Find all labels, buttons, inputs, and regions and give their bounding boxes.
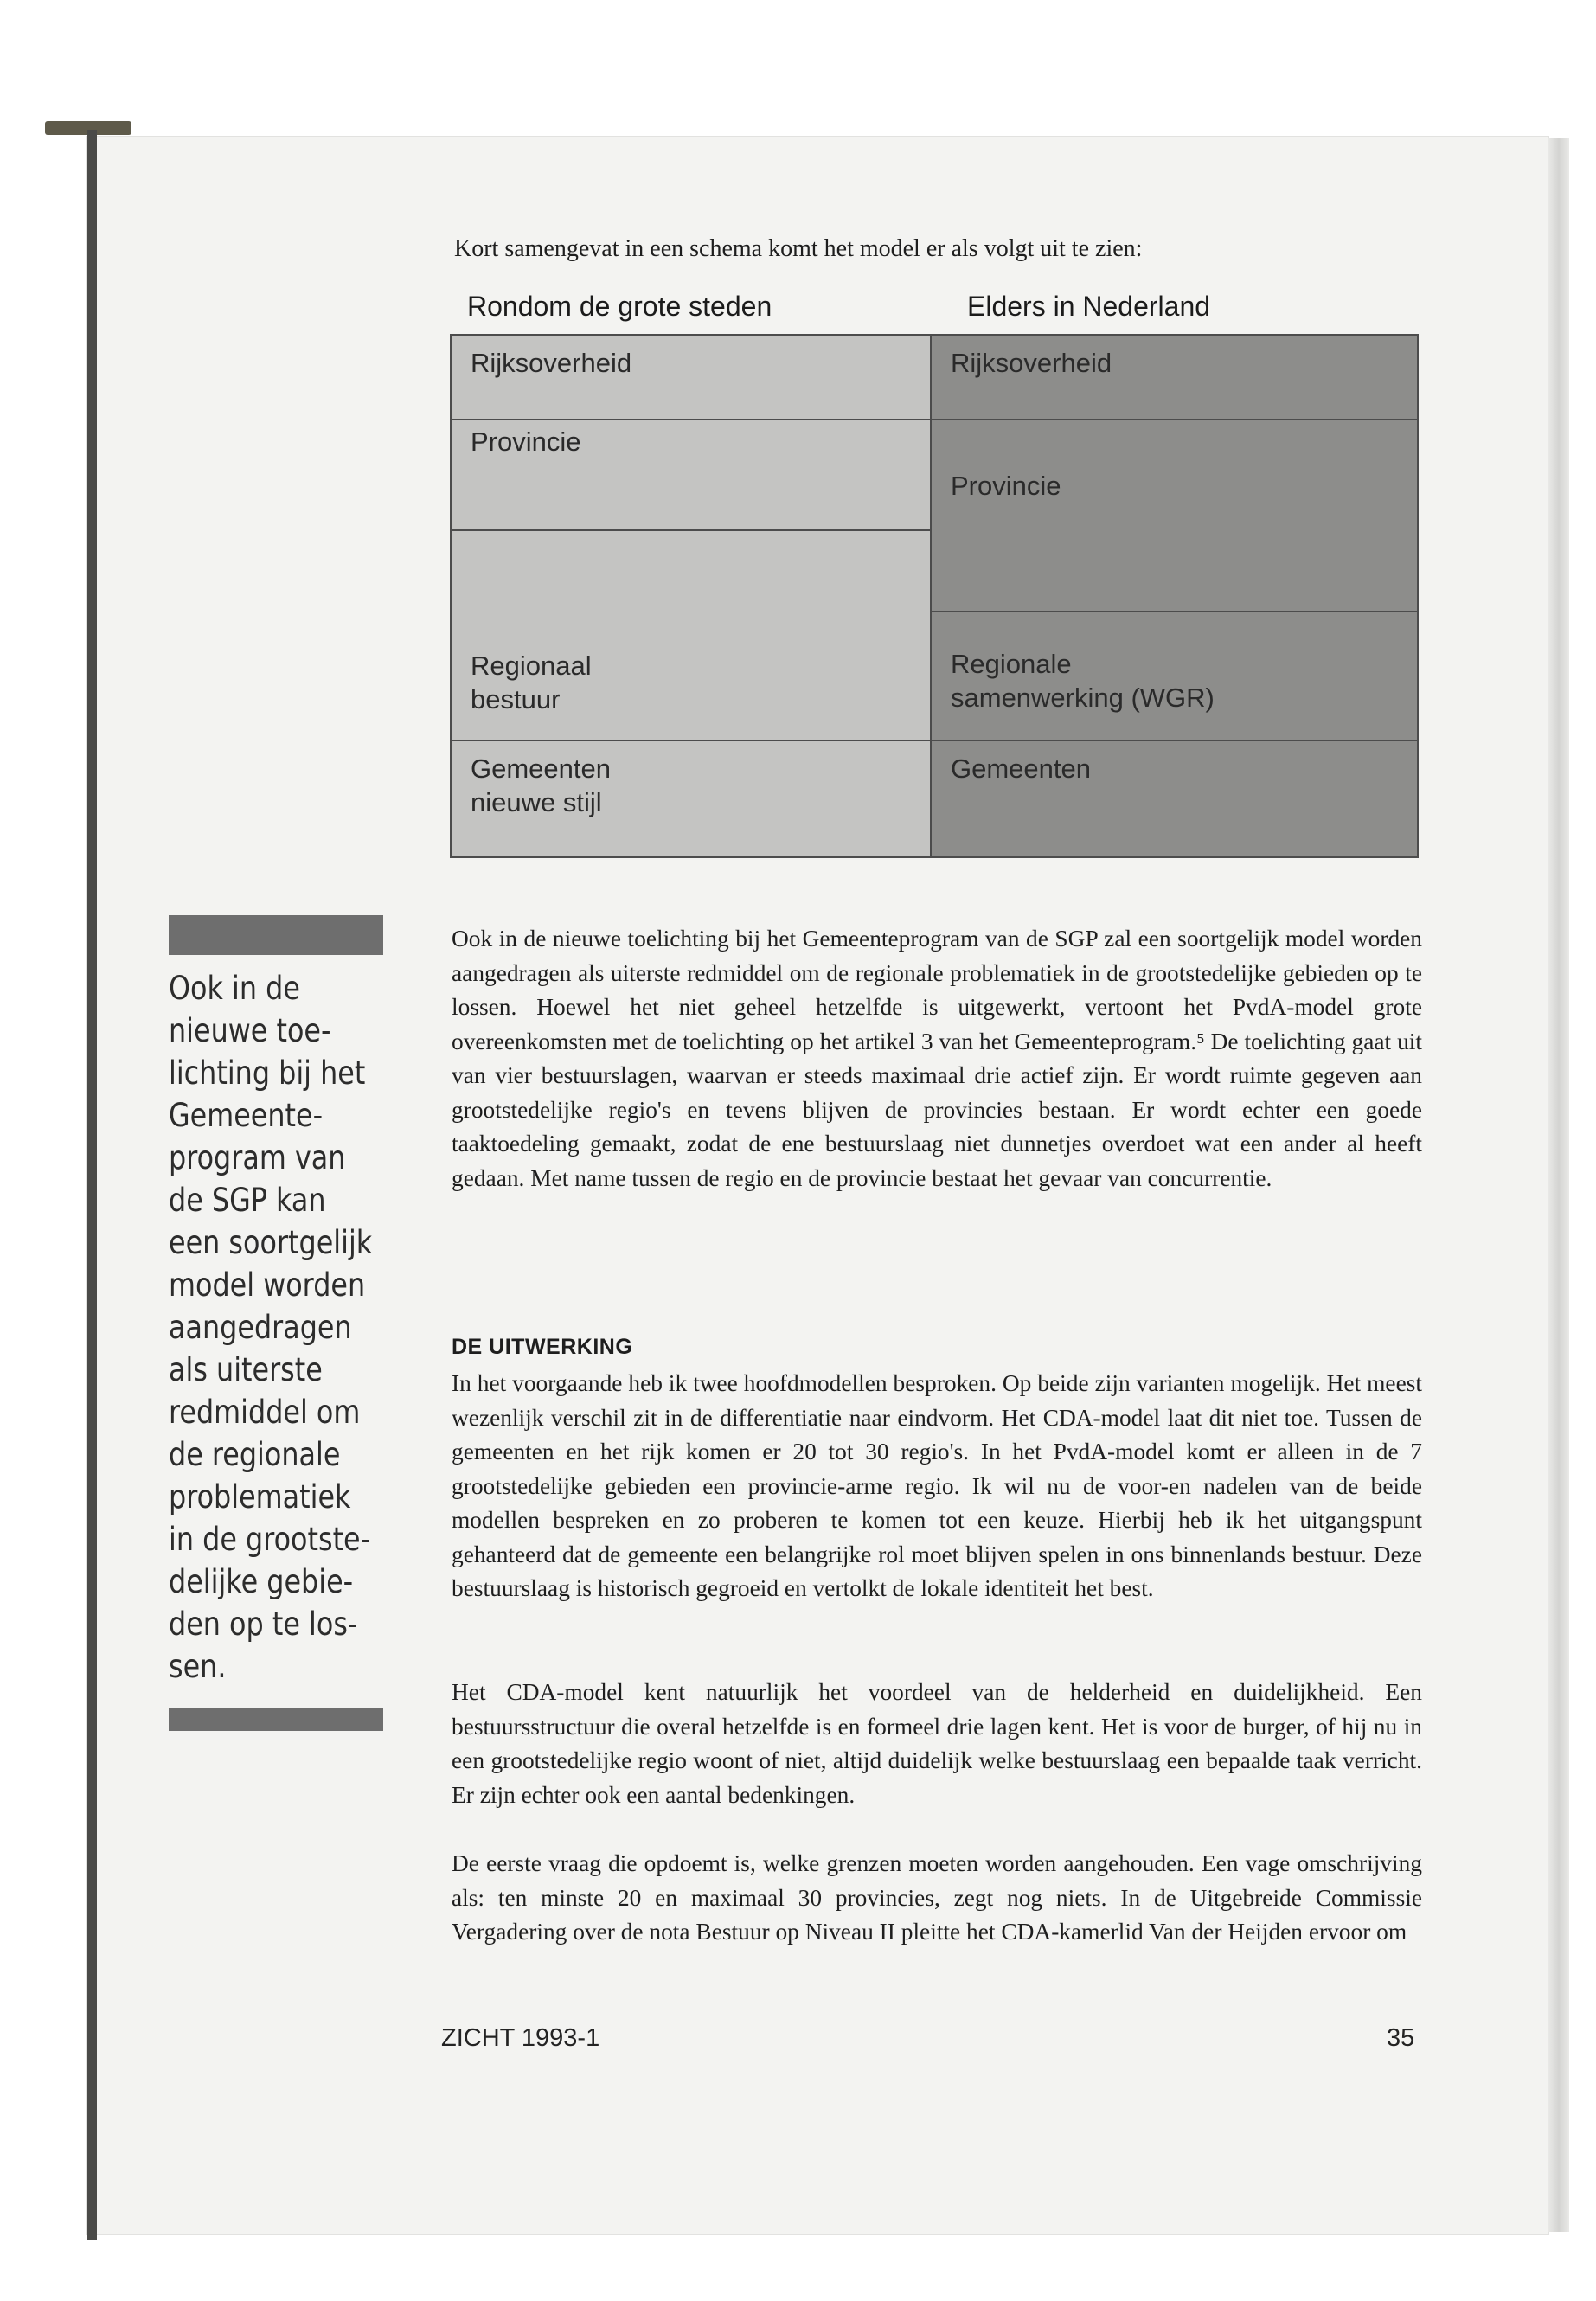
left-regionaal-box: [450, 529, 932, 741]
left-gemeenten-label-1: Gemeenten: [471, 753, 611, 784]
left-regionaal-label-2: bestuur: [471, 684, 561, 715]
right-gemeenten-box: [930, 740, 1419, 858]
left-gemeenten-box: [450, 740, 932, 858]
pullquote-line: redmiddel om: [169, 1394, 361, 1431]
pullquote-line: aangedragen: [169, 1309, 352, 1346]
left-rijksoverheid-label: Rijksoverheid: [471, 348, 632, 378]
pullquote-line: program van: [169, 1139, 346, 1176]
pullquote-line: nieuwe toe-: [169, 1012, 331, 1049]
pullquote-line: in de grootste-: [169, 1521, 371, 1558]
right-gemeenten-label: Gemeenten: [951, 753, 1091, 784]
pullquote-bottom-bar: [169, 1708, 383, 1731]
pullquote-line: de regionale: [169, 1436, 341, 1473]
body-paragraph-2: In het voorgaande heb ik twee hoofdmodellen besproken. Op beide zijn varianten mogelijk. Het meest wezenlijk verschil zit in de differentiatie naar eindvorm. Het CDA-model laat dit niet toe. Tussen de gemeenten en het rijk komen er 20 tot 30 regio's. In het PvdA-model komt er alleen in de 7 grootstedelijke gebieden een provincie-arme regio. Ik wil nu de voor-en nadelen van de beide modellen bespreken en zo proberen te komen tot een keuze. Hierbij heb ik het uitgangspunt gehanteerd dat de gemeente een belangrijke rol moet blijven spelen in ons binnenlands bestuur. Deze bestuurslaag is historisch gegroeid en vertolkt de lokale identiteit het best.: [452, 1370, 1422, 1601]
left-gemeenten-label-2: nieuwe stijl: [471, 787, 602, 817]
schema-right-heading: Elders in Nederland: [967, 291, 1211, 322]
pullquote-line: Gemeente-: [169, 1097, 324, 1134]
intro-text: Kort samengevat in een schema komt het model er als volgt uit te zien:: [454, 235, 1143, 262]
pullquote-line: den op te los-: [169, 1606, 358, 1643]
right-provincie-label: Provincie: [951, 471, 1061, 501]
left-provincie-box: [450, 419, 932, 531]
right-regionale-box: [930, 611, 1419, 741]
body-paragraph-4: De eerste vraag die opdoemt is, welke grenzen moeten worden aangehouden. Een vage omschrijving als: ten minste 20 en maximaal 30 provincies, zegt nog niets. In de Uitgebreide Commissie Vergadering over de nota Bestuur op Niveau II pleitte het CDA-kamerlid Van der Heijden ervoor om: [452, 1850, 1422, 1945]
section-heading: DE UITWERKING: [452, 1335, 633, 1359]
right-regionale-label-1: Regionale: [951, 649, 1072, 679]
body-paragraph-3: Het CDA-model kent natuurlijk het voordeel van de helderheid en duidelijkheid. Een bestuursstructuur die overal hetzelfde is en formeel drie lagen kent. Het is voor de burger, of hij nu in een grootstedelijke regio woont of niet, altijd duidelijk welke bestuurslaag een bepaalde taak verricht. Er zijn echter ook een aantal bedenkingen.: [452, 1679, 1422, 1808]
schema-left-heading: Rondom de grote steden: [467, 291, 772, 322]
pullquote-line: model worden: [169, 1266, 366, 1304]
pullquote-line: delijke gebie-: [169, 1563, 354, 1600]
right-provincie-box: [930, 419, 1419, 612]
pullquote-line: problematiek: [169, 1478, 351, 1516]
footer-journal: ZICHT 1993-1: [441, 2024, 600, 2052]
right-rijksoverheid-label: Rijksoverheid: [951, 348, 1112, 378]
pullquote-line: sen.: [169, 1648, 227, 1685]
pullquote-top-bar: [169, 915, 383, 955]
book-spine: [87, 130, 97, 2240]
left-regionaal-label-1: Regionaal: [471, 651, 592, 681]
pullquote-line: Ook in de: [169, 970, 300, 1007]
body-paragraph-1: Ook in de nieuwe toelichting bij het Gemeenteprogram van de SGP zal een soortgelijk model worden aangedragen als uiterste redmiddel om de regionale problematiek in de grootstedelijke gebieden op te lossen. Hoewel het niet geheel hetzelfde is uitgewerkt, vertoont het PvdA-model grote overeenkomsten met de toelichting op het artikel 3 van het Gemeenteprogram.⁵ De toelichting gaat uit van vier bestuurslagen, waarvan er steeds maximaal drie actief zijn. Er wordt ruimte gegeven aan grootstedelijke regio's en tevens blijven de provincies bestaan. Er wordt echter een goede taaktoedeling gemaakt, zodat de ene bestuurslaag niet dunnetjes overdoet wat een ander al heeft gedaan. Met name tussen de regio en de provincie bestaat het gevaar van concurrentie.: [452, 926, 1422, 1191]
pullquote-line: een soortgelijk: [169, 1224, 373, 1261]
pullquote: [169, 967, 373, 1688]
pullquote-line: als uiterste: [169, 1351, 323, 1388]
page-edge: [1548, 138, 1569, 2232]
right-regionale-label-2: samenwerking (WGR): [951, 683, 1215, 713]
pullquote-line: lichting bij het: [169, 1054, 366, 1092]
pullquote-line: de SGP kan: [169, 1182, 326, 1219]
left-rijksoverheid-box: [450, 334, 932, 420]
right-rijksoverheid-box: [930, 334, 1419, 420]
left-provincie-label: Provincie: [471, 426, 581, 457]
footer-page-number: 35: [1387, 2024, 1415, 2052]
